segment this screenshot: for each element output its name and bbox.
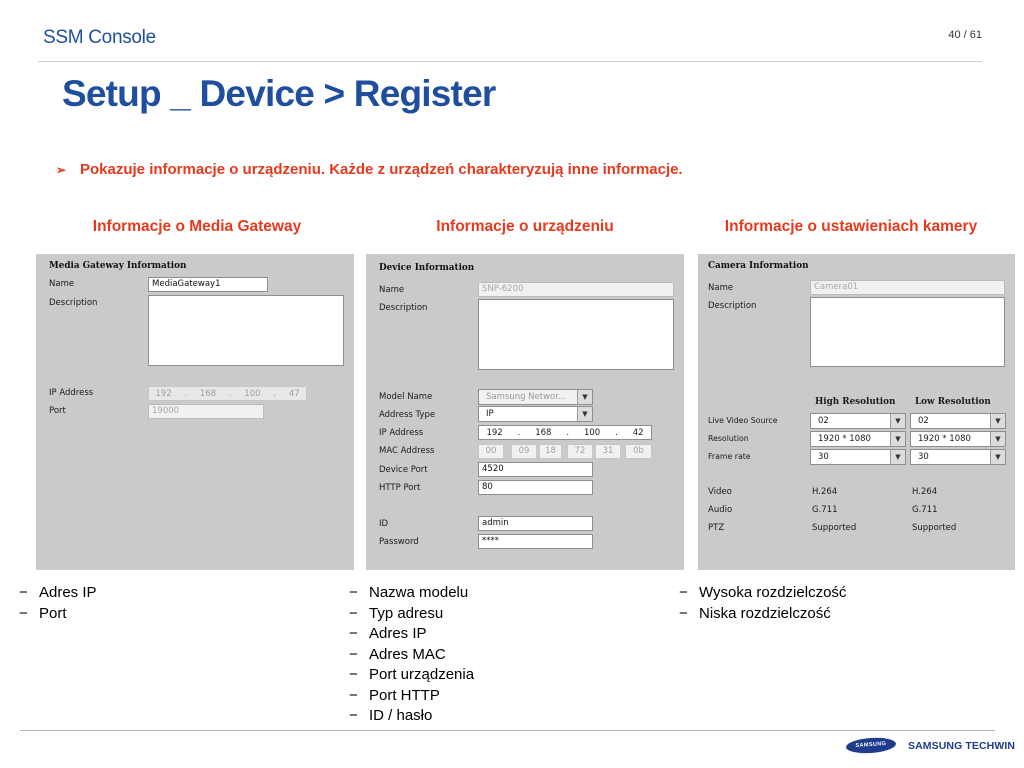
name-field[interactable]: MediaGateway1 — [148, 277, 268, 292]
ip-label: IP Address — [379, 428, 424, 438]
live-source-high-select[interactable] — [810, 413, 906, 429]
description-label: Description — [708, 301, 757, 311]
address-type-select[interactable] — [478, 406, 593, 422]
list-item: − Niska rozdzielczość — [679, 604, 831, 622]
description-field[interactable] — [148, 295, 344, 366]
address-type-value: IP — [486, 409, 494, 419]
ptz-low-value: Supported — [912, 523, 957, 533]
chevron-down-icon[interactable]: ▼ — [577, 407, 592, 421]
live-source-low-value: 02 — [918, 416, 929, 426]
camera-panel — [698, 254, 1015, 570]
model-label: Model Name — [379, 392, 433, 402]
mac-label: MAC Address — [379, 446, 435, 456]
chevron-down-icon[interactable]: ▼ — [890, 414, 905, 428]
ip-dot: . — [273, 388, 277, 399]
ip-dot: . — [566, 427, 570, 438]
chevron-down-icon[interactable]: ▼ — [990, 432, 1005, 446]
device-port-field[interactable]: 4520 — [478, 462, 593, 477]
framerate-high-value: 30 — [818, 452, 829, 462]
framerate-low-select[interactable] — [910, 449, 1006, 465]
id-field[interactable]: admin — [478, 516, 593, 531]
app-brand: SSM Console — [43, 27, 156, 48]
mac-byte[interactable]: 72 — [567, 444, 593, 459]
device-notes — [349, 583, 474, 727]
framerate-high-select[interactable] — [810, 449, 906, 465]
ip-octet: 192 — [155, 388, 172, 399]
framerate-low-value: 30 — [918, 452, 929, 462]
list-item: − Port urządzenia — [349, 666, 475, 683]
panel-title: Device Information — [379, 263, 475, 273]
list-item: − Typ adresu — [349, 604, 444, 622]
resolution-high-value: 1920 * 1080 — [818, 434, 871, 444]
panel-title: Camera Information — [708, 261, 809, 271]
http-port-label: HTTP Port — [379, 483, 421, 493]
model-select[interactable] — [478, 389, 593, 405]
ip-octet: 192 — [486, 427, 503, 438]
resolution-low-value: 1920 * 1080 — [918, 434, 971, 444]
mac-byte[interactable]: 00 — [478, 444, 504, 459]
chevron-down-icon[interactable]: ▼ — [990, 414, 1005, 428]
chevron-down-icon[interactable]: ▼ — [890, 432, 905, 446]
list-item: − ID / hasło — [349, 707, 433, 724]
high-resolution-heading: High Resolution — [815, 397, 896, 407]
mac-byte[interactable]: 0b — [625, 444, 652, 459]
ip-dot: . — [228, 388, 232, 399]
live-source-high-value: 02 — [818, 416, 829, 426]
port-field[interactable]: 19000 — [148, 404, 264, 419]
ip-dot: . — [517, 427, 521, 438]
low-resolution-heading: Low Resolution — [915, 397, 991, 407]
description-field[interactable] — [810, 297, 1005, 367]
list-item: − Adres IP — [349, 625, 427, 642]
heading-device: Informacje o urządzeniu — [436, 218, 614, 235]
name-label: Name — [708, 283, 734, 293]
ip-octet: 168 — [199, 388, 217, 399]
camera-notes — [679, 583, 846, 624]
ip-octet: 100 — [583, 427, 601, 438]
samsung-techwin-wordmark: SAMSUNG TECHWIN — [908, 740, 1016, 752]
list-item: − Adres IP — [19, 584, 97, 601]
ip-address-field[interactable] — [148, 386, 307, 401]
audio-label: Audio — [708, 505, 733, 515]
resolution-low-select[interactable] — [910, 431, 1006, 447]
page-title: Setup _ Device > Register — [62, 73, 496, 114]
mac-byte[interactable]: 31 — [595, 444, 621, 459]
media-gateway-panel — [36, 254, 354, 570]
list-item: − Wysoka rozdzielczość — [679, 584, 847, 601]
video-label: Video — [708, 487, 732, 497]
name-field[interactable]: Camera01 — [810, 280, 1005, 295]
arrow-bullet-icon: ➢ — [56, 163, 67, 177]
ip-octet: 47 — [288, 388, 300, 399]
page-number: 40 / 61 — [948, 29, 982, 41]
port-label: Port — [49, 406, 66, 416]
id-label: ID — [379, 519, 389, 529]
audio-low-value: G.711 — [912, 505, 938, 515]
ip-label: IP Address — [49, 388, 94, 398]
ip-dot: . — [615, 427, 618, 438]
ptz-high-value: Supported — [812, 523, 857, 533]
video-high-value: H.264 — [812, 487, 838, 497]
audio-high-value: G.711 — [812, 505, 838, 515]
framerate-label: Frame rate — [708, 452, 751, 461]
name-field[interactable]: SNP-6200 — [478, 282, 674, 297]
resolution-high-select[interactable] — [810, 431, 906, 447]
name-label: Name — [379, 285, 405, 295]
intro-bullet — [56, 161, 683, 178]
device-panel — [366, 254, 684, 570]
intro-text: Pokazuje informacje o urządzeniu. Każde z urządzeń charakteryzują inne informacje. — [80, 161, 683, 178]
mac-byte[interactable]: 09 — [511, 444, 537, 459]
chevron-down-icon[interactable]: ▼ — [990, 450, 1005, 464]
model-value: Samsung Networ... — [486, 392, 567, 402]
live-source-low-select[interactable] — [910, 413, 1006, 429]
chevron-down-icon[interactable]: ▼ — [890, 450, 905, 464]
address-type-label: Address Type — [379, 410, 436, 420]
panel-title: Media Gateway Information — [49, 261, 187, 271]
resolution-label: Resolution — [708, 434, 749, 443]
name-label: Name — [49, 279, 75, 289]
chevron-down-icon[interactable]: ▼ — [577, 390, 592, 404]
mac-byte[interactable]: 18 — [539, 444, 562, 459]
heading-media-gateway: Informacje o Media Gateway — [92, 218, 302, 235]
ip-octet: 100 — [244, 388, 261, 399]
description-field[interactable] — [478, 299, 674, 370]
ip-address-field[interactable] — [478, 425, 652, 440]
ip-octet: 168 — [535, 427, 552, 438]
live-source-label: Live Video Source — [708, 416, 778, 425]
video-low-value: H.264 — [912, 487, 938, 497]
list-item: − Adres MAC — [349, 645, 446, 663]
bottom-divider — [20, 730, 995, 731]
http-port-field[interactable]: 80 — [478, 480, 593, 495]
list-item: − Port — [19, 604, 67, 622]
description-label: Description — [49, 298, 98, 308]
top-divider — [38, 61, 982, 62]
list-item: − Nazwa modelu — [349, 584, 469, 601]
password-field[interactable]: **** — [478, 534, 593, 549]
ip-dot: . — [184, 388, 188, 399]
media-gateway-notes — [19, 583, 97, 624]
description-label: Description — [379, 303, 428, 313]
list-item: − Port HTTP — [349, 686, 440, 704]
ptz-label: PTZ — [708, 523, 725, 533]
ip-octet: 42 — [632, 427, 644, 438]
password-label: Password — [379, 537, 419, 547]
heading-camera: Informacje o ustawieniach kamery — [724, 218, 978, 235]
device-port-label: Device Port — [379, 465, 428, 475]
samsung-logo: SAMSUNG — [846, 736, 897, 754]
